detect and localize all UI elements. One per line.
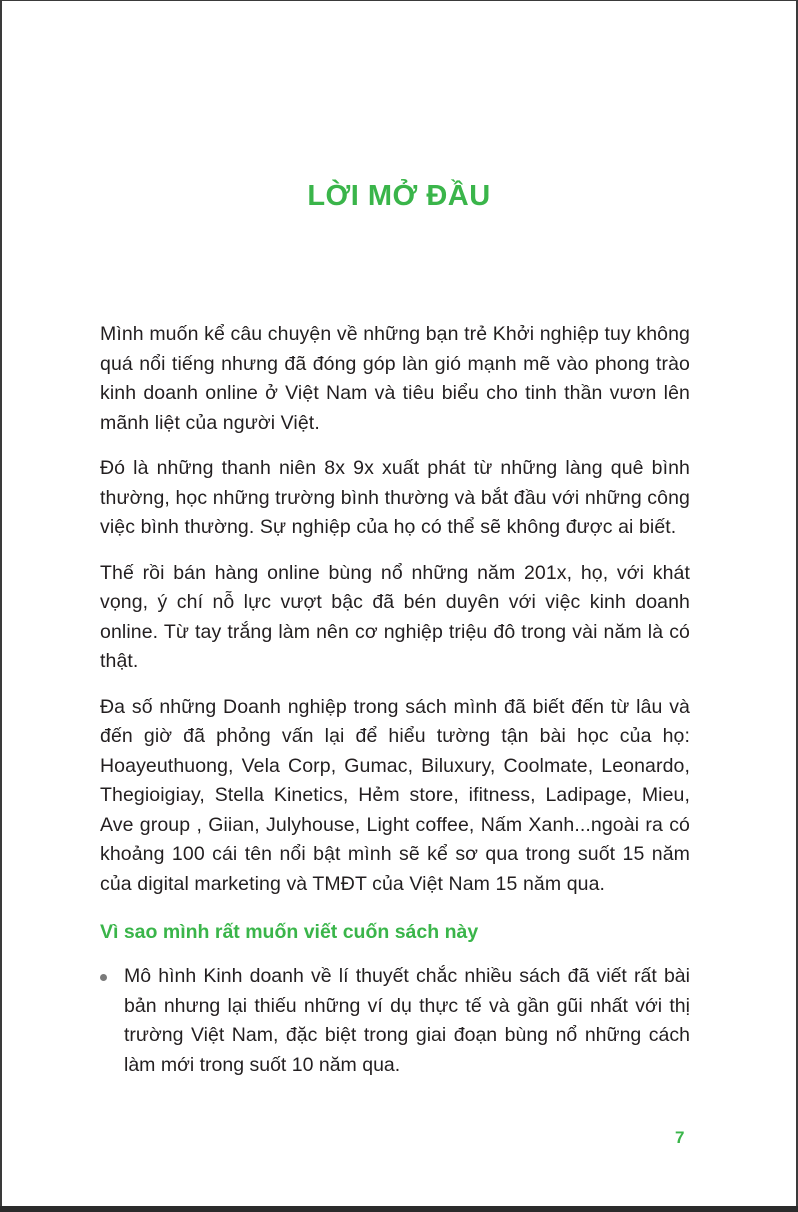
page-number: 7 [675, 1128, 685, 1147]
section-heading: Vì sao mình rất muốn viết cuốn sách này [100, 921, 479, 943]
paragraph-intro: Mình muốn kể câu chuyện về những bạn trẻ Khởi nghiệp tuy không quá nổi tiếng nhưng đã đóng góp làn gió mạnh mẽ vào phong trào kinh doanh online ở Việt Nam và tiêu biểu cho tinh thần vươn lên mãnh liệt của người Việt. [100, 323, 690, 434]
paragraph-companies: Đa số những Doanh nghiệp trong sách mình đã biết đến từ lâu và đến giờ đã phỏng vấn lại để hiểu tường tận bài học của họ: Hoayeuthuong, Vela Corp, Gumac, Biluxury, Coolmate, Leonardo, Thegioigiay, Stella Kinetics, Hẻm store, ifitness, Ladipage, Mieu, Ave group , Giian, Julyhouse, Light coffee, Nấm Xanh...ngoài ra có khoảng 100 cái tên nổi bật mình sẽ kể sơ qua trong suốt 15 năm của digital marketing và TMĐT của Việt Nam 15 năm qua. [100, 695, 690, 895]
page-bottom-edge [0, 1206, 798, 1212]
body-content [100, 320, 690, 1080]
bullet-list [100, 962, 690, 1080]
list-item [100, 962, 690, 1080]
bullet-dot-icon [100, 974, 107, 981]
chapter-title: LỜI MỞ ĐẦU [307, 180, 491, 212]
paragraph-online-boom: Thế rồi bán hàng online bùng nổ những năm 201x, họ, với khát vọng, ý chí nỗ lực vượt bậc đã bén duyên với việc kinh doanh online. Từ tay trắng làm nên cơ nghiệp triệu đô trong vài năm là có thật. [100, 561, 690, 672]
list-item-text: Mô hình Kinh doanh về lí thuyết chắc nhiều sách đã viết rất bài bản nhưng lại thiếu những ví dụ thực tế và gần gũi nhất với thị trường Việt Nam, đặc biệt trong giai đoạn bùng nổ những cách làm mới trong suốt 10 năm qua. [124, 965, 690, 1076]
paragraph-background: Đó là những thanh niên 8x 9x xuất phát từ những làng quê bình thường, học những trường bình thường và bắt đầu với những công việc bình thường. Sự nghiệp của họ có thể sẽ không được ai biết. [100, 457, 690, 538]
